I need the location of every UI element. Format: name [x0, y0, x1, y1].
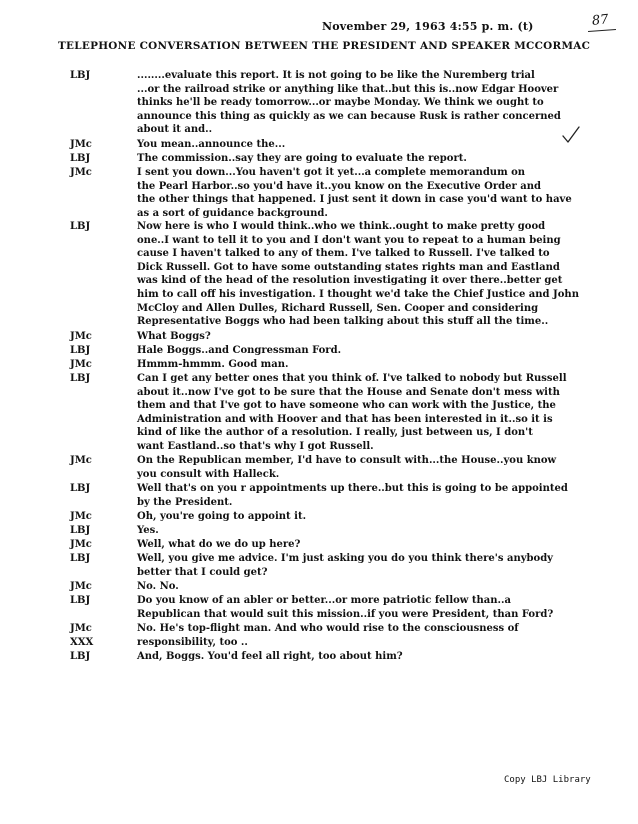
speaker-label: JMc: [70, 455, 92, 466]
speech-text: [137, 594, 617, 621]
speaker-label: LBJ: [70, 70, 91, 81]
speech-line: Well, you give me advice. I'm just asking you do you think there's anybody: [137, 553, 553, 564]
speaker-label: LBJ: [70, 345, 91, 356]
speech-line: ...or the railroad strike or anything like that..but this is..now Edgar Hoover: [137, 83, 559, 95]
speech-line: Administration and with Hoover and that has been interested in it..so it is: [137, 413, 553, 425]
speech-text: [137, 650, 617, 664]
speech-text: [137, 622, 617, 636]
speech-line: cause I haven't talked to any of them. I've talked to Russell. I've talked to: [137, 248, 550, 260]
speech-text: [137, 552, 617, 579]
speaker-label: JMc: [70, 511, 92, 522]
speech-line: them and that I've got to have someone who can work with the Justice, the: [137, 400, 556, 412]
speech-line: about it..now I've got to be sure that the House and Senate don't mess with: [137, 386, 560, 398]
speaker-label: LBJ: [70, 483, 91, 494]
speech-text: [137, 372, 617, 454]
speaker-label: LBJ: [70, 553, 91, 564]
header-date-time: November 29, 1963 4:55 p. m. (t): [322, 20, 534, 33]
speech-line: want Eastland..so that's why I got Russell.: [137, 440, 374, 452]
speech-text: [137, 482, 617, 509]
speech-line: Can I get any better ones that you think of. I've talked to nobody but Russell: [137, 373, 567, 384]
document-title: TELEPHONE CONVERSATION BETWEEN THE PRESIDENT AND SPEAKER MCCORMAC: [58, 40, 591, 52]
speech-line: one..I want to tell it to you and I don't want you to repeat to a human being: [137, 234, 561, 246]
speaker-label: LBJ: [70, 651, 91, 662]
speech-line: better that I could get?: [137, 566, 268, 578]
speaker-label: JMc: [70, 167, 92, 178]
speech-line: Oh, you're going to appoint it.: [137, 511, 307, 522]
speech-text: [137, 510, 617, 524]
speaker-label: LBJ: [70, 595, 91, 606]
page-number-underline: [588, 29, 616, 32]
speech-line: No. No.: [137, 581, 179, 592]
speech-text: [137, 538, 617, 552]
speech-line: No. He's top-flight man. And who would rise to the consciousness of: [137, 623, 519, 634]
speaker-label: XXX: [70, 637, 94, 648]
speaker-label: JMc: [70, 331, 92, 342]
speech-line: by the President.: [137, 496, 233, 508]
speech-text: [137, 152, 617, 166]
speech-line: thinks he'll be ready tomorrow...or maybe Monday. We think we ought to: [137, 97, 544, 109]
speech-line: Hale Boggs..and Congressman Ford.: [137, 345, 342, 356]
speech-text: [137, 636, 617, 650]
speech-line: McCloy and Allen Dulles, Richard Russell, Sen. Cooper and considering: [137, 302, 539, 314]
speech-line: announce this thing as quickly as we can because Rusk is rather concerned: [137, 110, 561, 122]
speaker-label: LBJ: [70, 153, 91, 164]
speech-text: [137, 138, 617, 152]
speaker-label: JMc: [70, 359, 92, 370]
speaker-label: JMc: [70, 539, 92, 550]
check-mark-icon: [560, 124, 582, 146]
speech-line: Hmmm-hmmm. Good man.: [137, 359, 289, 370]
speech-text: [137, 524, 617, 538]
speech-line: Dick Russell. Got to have some outstanding states rights man and Eastland: [137, 261, 560, 273]
speech-line: you consult with Halleck.: [137, 468, 280, 480]
speech-line: Well that's on you r appointments up there..but this is going to be appointed: [137, 483, 568, 494]
speech-line: I sent you down...You haven't got it yet...a complete memorandum on: [137, 167, 526, 178]
speech-line: And, Boggs. You'd feel all right, too about him?: [137, 651, 403, 662]
speech-text: [137, 330, 617, 344]
speech-line: What Boggs?: [137, 331, 211, 342]
speech-text: [137, 166, 617, 220]
speech-line: ........evaluate this report. It is not going to be like the Nuremberg trial: [137, 70, 535, 81]
speech-line: kind of like the author of a resolution. I really, just between us, I don't: [137, 427, 533, 439]
speech-line: Yes.: [137, 525, 159, 536]
speaker-label: LBJ: [70, 373, 91, 384]
speech-line: about it and..: [137, 124, 213, 136]
speaker-label: LBJ: [70, 221, 91, 232]
speech-line: You mean..announce the...: [137, 139, 286, 150]
speech-line: On the Republican member, I'd have to consult with...the House..you know: [137, 455, 557, 466]
speech-line: Well, what do we do up here?: [137, 539, 301, 550]
speaker-label: LBJ: [70, 525, 91, 536]
speech-line: The commission..say they are going to evaluate the report.: [137, 153, 467, 164]
speech-line: Republican that would suit this mission..if you were President, than Ford?: [137, 608, 554, 620]
speech-text: [137, 580, 617, 594]
speech-line: the other things that happened. I just sent it down in case you'd want to have: [137, 194, 572, 206]
speech-line: was kind of the head of the resolution investigating it over there..better get: [137, 275, 563, 287]
speech-text: [137, 454, 617, 481]
speech-line: as a sort of guidance background.: [137, 207, 328, 219]
speech-line: Do you know of an abler or better...or more patriotic fellow than..a: [137, 595, 511, 606]
page-number: 87: [591, 12, 610, 29]
speech-line: Representative Boggs who had been talking about this stuff all the time..: [137, 316, 549, 328]
speech-line: Now here is who I would think..who we think..ought to make pretty good: [137, 221, 546, 232]
footer-copy-notice: Copy LBJ Library: [504, 775, 591, 785]
speech-text: [137, 358, 617, 372]
speech-line: responsibility, too ..: [137, 637, 248, 648]
speech-line: him to call off his investigation. I thought we'd take the Chief Justice and John: [137, 288, 579, 300]
speech-text: [137, 344, 617, 358]
speech-text: [137, 220, 617, 329]
speaker-label: JMc: [70, 581, 92, 592]
speech-text: [137, 69, 617, 137]
speech-line: the Pearl Harbor..so you'd have it..you know on the Executive Order and: [137, 180, 541, 192]
speaker-label: JMc: [70, 623, 92, 634]
speaker-label: JMc: [70, 139, 92, 150]
